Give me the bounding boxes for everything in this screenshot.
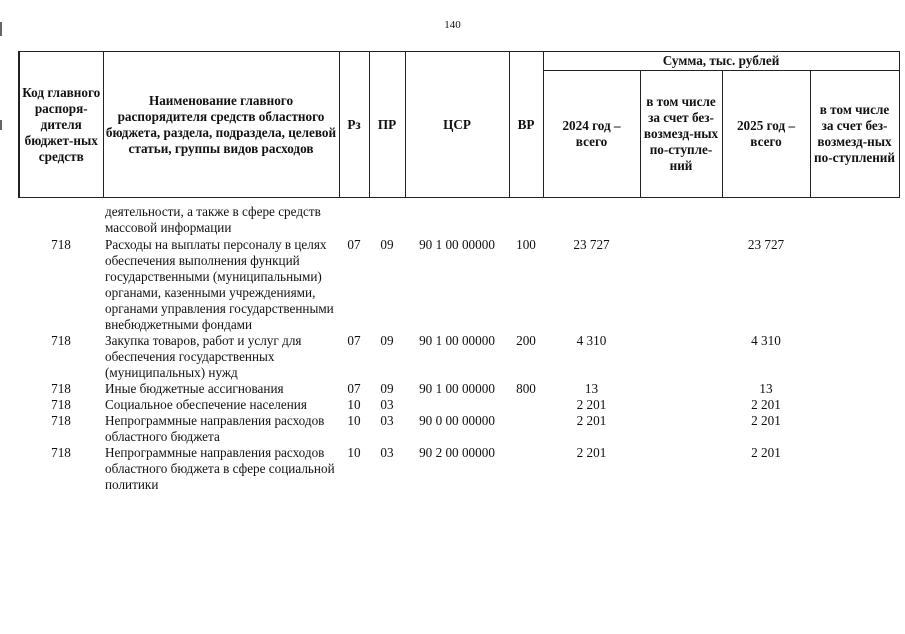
table-row: [19, 397, 899, 413]
cell-pr: 09: [380, 332, 394, 348]
header-csr: ЦСР: [405, 52, 509, 198]
header-name: Наименование главного распорядителя средств областного бюджета, раздела, подраздела, целевой статьи, группы видов расходов: [103, 52, 339, 198]
cell-csr: 90 0 00 00000: [419, 412, 495, 428]
header-2025-free: в том числе за счет без-возмезд-ных по-ступлений: [810, 71, 899, 198]
cell-2025-free: [810, 445, 899, 493]
cell-rz: 10: [347, 444, 361, 460]
cell-csr: [405, 397, 509, 413]
cell-2025-total: [722, 198, 810, 237]
cell-pr: 03: [380, 444, 394, 460]
cell-pr: [369, 198, 405, 237]
header-pr: ПР: [369, 52, 405, 198]
cell-2024-total: 13: [584, 380, 599, 396]
cell-name: Непрограммные направления расходов областного бюджета: [105, 412, 325, 444]
table-row: [19, 333, 899, 381]
table-row: [19, 381, 899, 397]
cell-csr: 90 1 00 00000: [419, 332, 495, 348]
cell-vr: 200: [516, 332, 536, 348]
cell-2025-total: 2 201: [751, 412, 781, 428]
cell-2024-free: [640, 397, 722, 413]
cell-csr: 90 1 00 00000: [419, 236, 495, 252]
scan-edge-mark: [0, 120, 2, 130]
header-2024-total: 2024 год – всего: [543, 71, 640, 198]
cell-2025-free: [810, 413, 899, 445]
cell-rz: 07: [347, 380, 361, 396]
cell-code: [19, 198, 103, 237]
header-vr: ВР: [509, 52, 543, 198]
cell-2024-free: [640, 413, 722, 445]
cell-2024-free: [640, 237, 722, 333]
cell-name: Расходы на выплаты персоналу в целях обеспечения выполнения функций государственными (муниципальными) органами, казенными учреждениями, органами управления государственными внебюджетными фондами: [105, 236, 334, 332]
cell-code: 718: [51, 236, 71, 252]
cell-rz: [339, 198, 369, 237]
cell-code: 718: [51, 412, 71, 428]
cell-2024-total: 23 727: [573, 236, 610, 252]
cell-pr: 09: [380, 236, 394, 252]
cell-name: Закупка товаров, работ и услуг для обеспечения государственных (муниципальных) нужд: [105, 332, 302, 380]
cell-2025-total: 4 310: [751, 332, 781, 348]
cell-vr: [509, 445, 543, 493]
cell-csr: 90 2 00 00000: [419, 444, 495, 460]
cell-2024-total: 2 201: [576, 396, 607, 412]
cell-rz: 07: [347, 236, 361, 252]
page-number: 140: [444, 19, 461, 31]
header-sum-group: Сумма, тыс. рублей: [543, 52, 899, 71]
cell-2025-free: [810, 198, 899, 237]
header-2025-total: 2025 год – всего: [722, 71, 810, 198]
cell-rz: 10: [347, 396, 361, 412]
table-row: [19, 413, 899, 445]
cell-vr: 800: [516, 380, 536, 396]
cell-code: 718: [51, 332, 71, 348]
cell-csr: [405, 198, 509, 237]
cell-2024-free: [640, 381, 722, 397]
scan-edge-mark: [0, 22, 2, 36]
cell-rz: 10: [347, 412, 361, 428]
cell-2025-total: 2 201: [751, 396, 781, 412]
cell-2025-free: [810, 397, 899, 413]
cell-code: 718: [51, 396, 71, 412]
cell-pr: 09: [380, 380, 394, 396]
budget-table: [18, 51, 900, 493]
cell-2024-total: 2 201: [576, 412, 607, 428]
cell-2024-total: 4 310: [576, 332, 607, 348]
cell-name: деятельности, а также в сфере средств массовой информации: [105, 204, 321, 235]
cell-2025-total: 13: [759, 380, 773, 396]
cell-name: Иные бюджетные ассигнования: [105, 380, 284, 396]
cell-pr: 03: [380, 412, 394, 428]
cell-code: 718: [51, 380, 71, 396]
cell-vr: [509, 198, 543, 237]
table-row: [19, 198, 899, 237]
cell-vr: 100: [516, 236, 536, 252]
cell-2024-free: [640, 445, 722, 493]
table-row: [19, 445, 899, 493]
cell-2025-total: 2 201: [751, 444, 781, 460]
header-code: Код главного распоря-дителя бюджет-ных средств: [19, 52, 103, 198]
cell-2024-free: [640, 333, 722, 381]
cell-csr: 90 1 00 00000: [419, 380, 495, 396]
header-2024-free: в том числе за счет без-возмезд-ных по-ступле-ний: [640, 71, 722, 198]
cell-2025-free: [810, 381, 899, 397]
cell-2024-total: [543, 198, 640, 237]
cell-vr: [509, 413, 543, 445]
cell-2024-total: 2 201: [576, 444, 607, 460]
cell-rz: 07: [347, 332, 361, 348]
cell-2024-free: [640, 198, 722, 237]
cell-name: Социальное обеспечение населения: [105, 396, 307, 412]
cell-2025-free: [810, 237, 899, 333]
cell-2025-free: [810, 333, 899, 381]
cell-2025-total: 23 727: [747, 236, 785, 252]
cell-name: Непрограммные направления расходов областного бюджета в сфере социальной политики: [105, 444, 335, 492]
cell-code: 718: [51, 444, 71, 460]
cell-vr: [509, 397, 543, 413]
table-row: [19, 237, 899, 333]
cell-pr: 03: [380, 396, 394, 412]
header-rz: Рз: [339, 52, 369, 198]
